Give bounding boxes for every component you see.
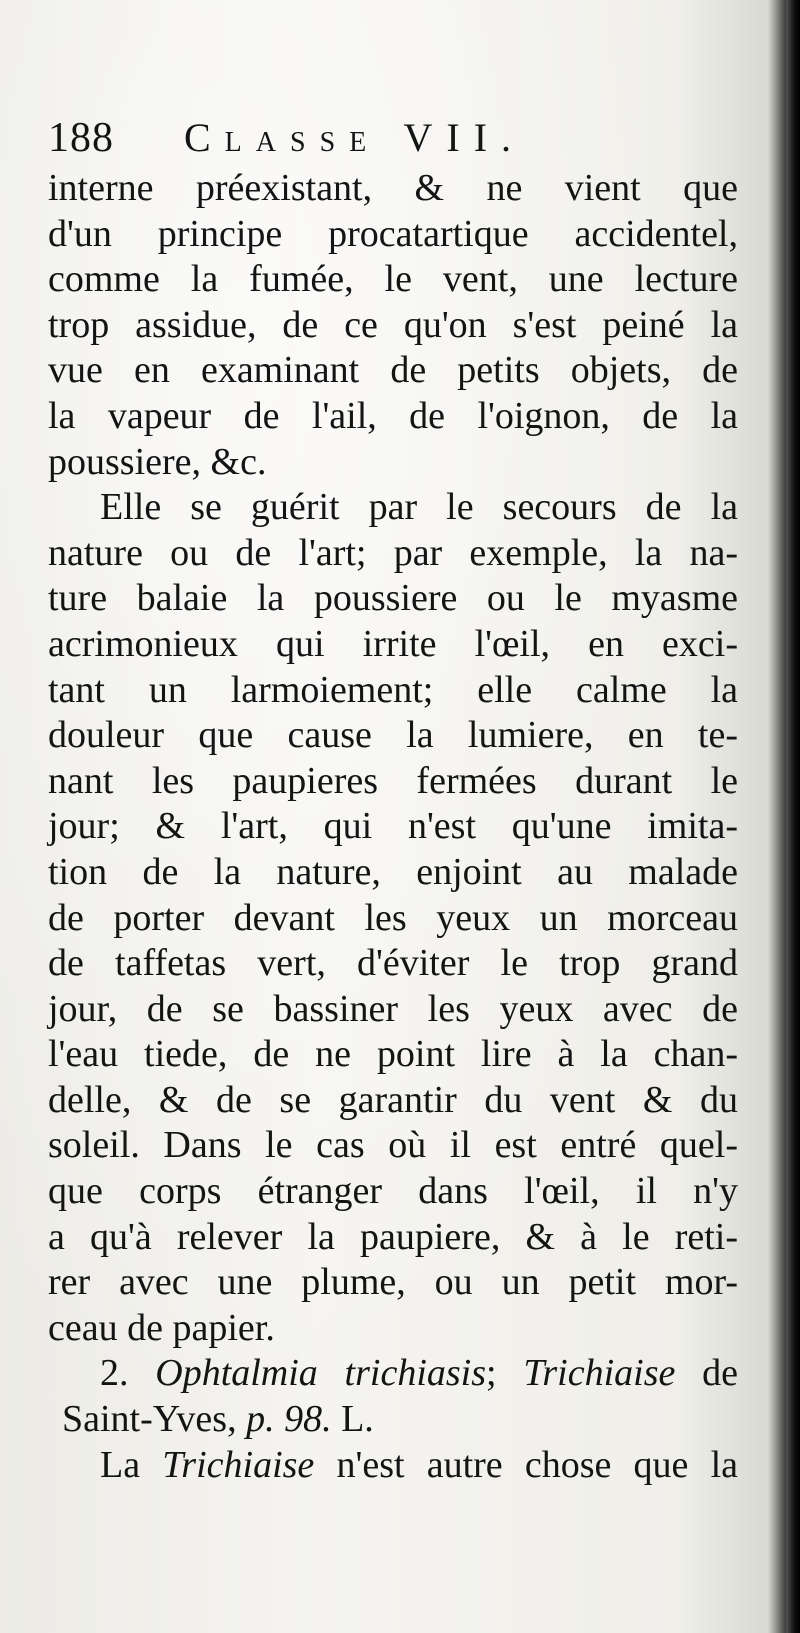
running-head: Classe VII.	[184, 115, 526, 160]
text-line: comme la fumée, le vent, une lecture	[48, 258, 738, 301]
text-line: la vapeur de l'ail, de l'oignon, de la	[48, 394, 738, 437]
page-number: 188	[48, 115, 114, 161]
text-line: interne préexistant, & ne vient que	[48, 167, 738, 209]
text-line: trop assidue, de ce qu'on s'est peiné la	[48, 303, 738, 346]
final-line-rest: n'est autre chose que la	[336, 1443, 739, 1486]
reference-author: Saint-Yves,	[62, 1398, 237, 1441]
text-line: a qu'à relever la paupiere, & à le reti-	[48, 1215, 738, 1258]
text-line: soleil. Dans le cas où il est entré quel-	[48, 1124, 738, 1167]
section-heading-line	[48, 1351, 738, 1397]
text-line: douleur que cause la lumiere, en te-	[48, 714, 738, 757]
text-line: nature ou de l'art; par exemple, la na-	[48, 531, 738, 574]
text-line: vue en examinant de petits objets, de	[48, 349, 738, 392]
page-header	[48, 112, 748, 164]
text-line: que corps étranger dans l'œil, il n'y	[48, 1170, 738, 1213]
text-line: poussiere, &c.	[48, 440, 267, 483]
text-line: nant les paupieres fermées durant le	[48, 759, 738, 802]
section-number: 2.	[100, 1352, 129, 1395]
body-text	[48, 166, 738, 1488]
heading-tail: de	[702, 1352, 738, 1395]
text-line: de porter devant les yeux un morceau	[48, 896, 738, 939]
final-line-start: La	[100, 1443, 141, 1486]
text-line: ceau de papier.	[48, 1306, 275, 1349]
text-line: d'un principe procatartique accidentel,	[48, 212, 738, 255]
text-line: acrimonieux qui irrite l'œil, en exci-	[48, 622, 738, 665]
text-line: delle, & de se garantir du vent & du	[48, 1078, 738, 1121]
binding-gutter	[786, 0, 800, 1633]
paragraph-start-line: Elle se guérit par le secours de la	[100, 486, 738, 529]
text-line: jour, de se bassiner les yeux avec de	[48, 987, 738, 1030]
text-line: rer avec une plume, ou un petit mor-	[48, 1261, 738, 1304]
reference-page: p. 98.	[246, 1398, 332, 1441]
french-name: Trichiaise	[523, 1352, 676, 1395]
text-line: tion de la nature, enjoint au malade	[48, 850, 738, 893]
paragraph-start-line	[48, 1443, 738, 1489]
text-line: ture balaie la poussiere ou le myasme	[48, 577, 738, 620]
final-line-term: Trichiaise	[162, 1443, 315, 1486]
text-line: de taffetas vert, d'éviter le trop grand	[48, 942, 738, 985]
text-line: l'eau tiede, de ne point lire à la chan-	[48, 1033, 738, 1076]
text-line: jour; & l'art, qui n'est qu'une imita-	[48, 805, 738, 848]
reference-end: L.	[341, 1398, 374, 1441]
section-reference-line	[48, 1397, 738, 1443]
name-separator: ;	[486, 1352, 497, 1395]
text-line: tant un larmoiement; elle calme la	[48, 668, 738, 711]
latin-name: Ophtalmia trichiasis	[155, 1352, 487, 1395]
